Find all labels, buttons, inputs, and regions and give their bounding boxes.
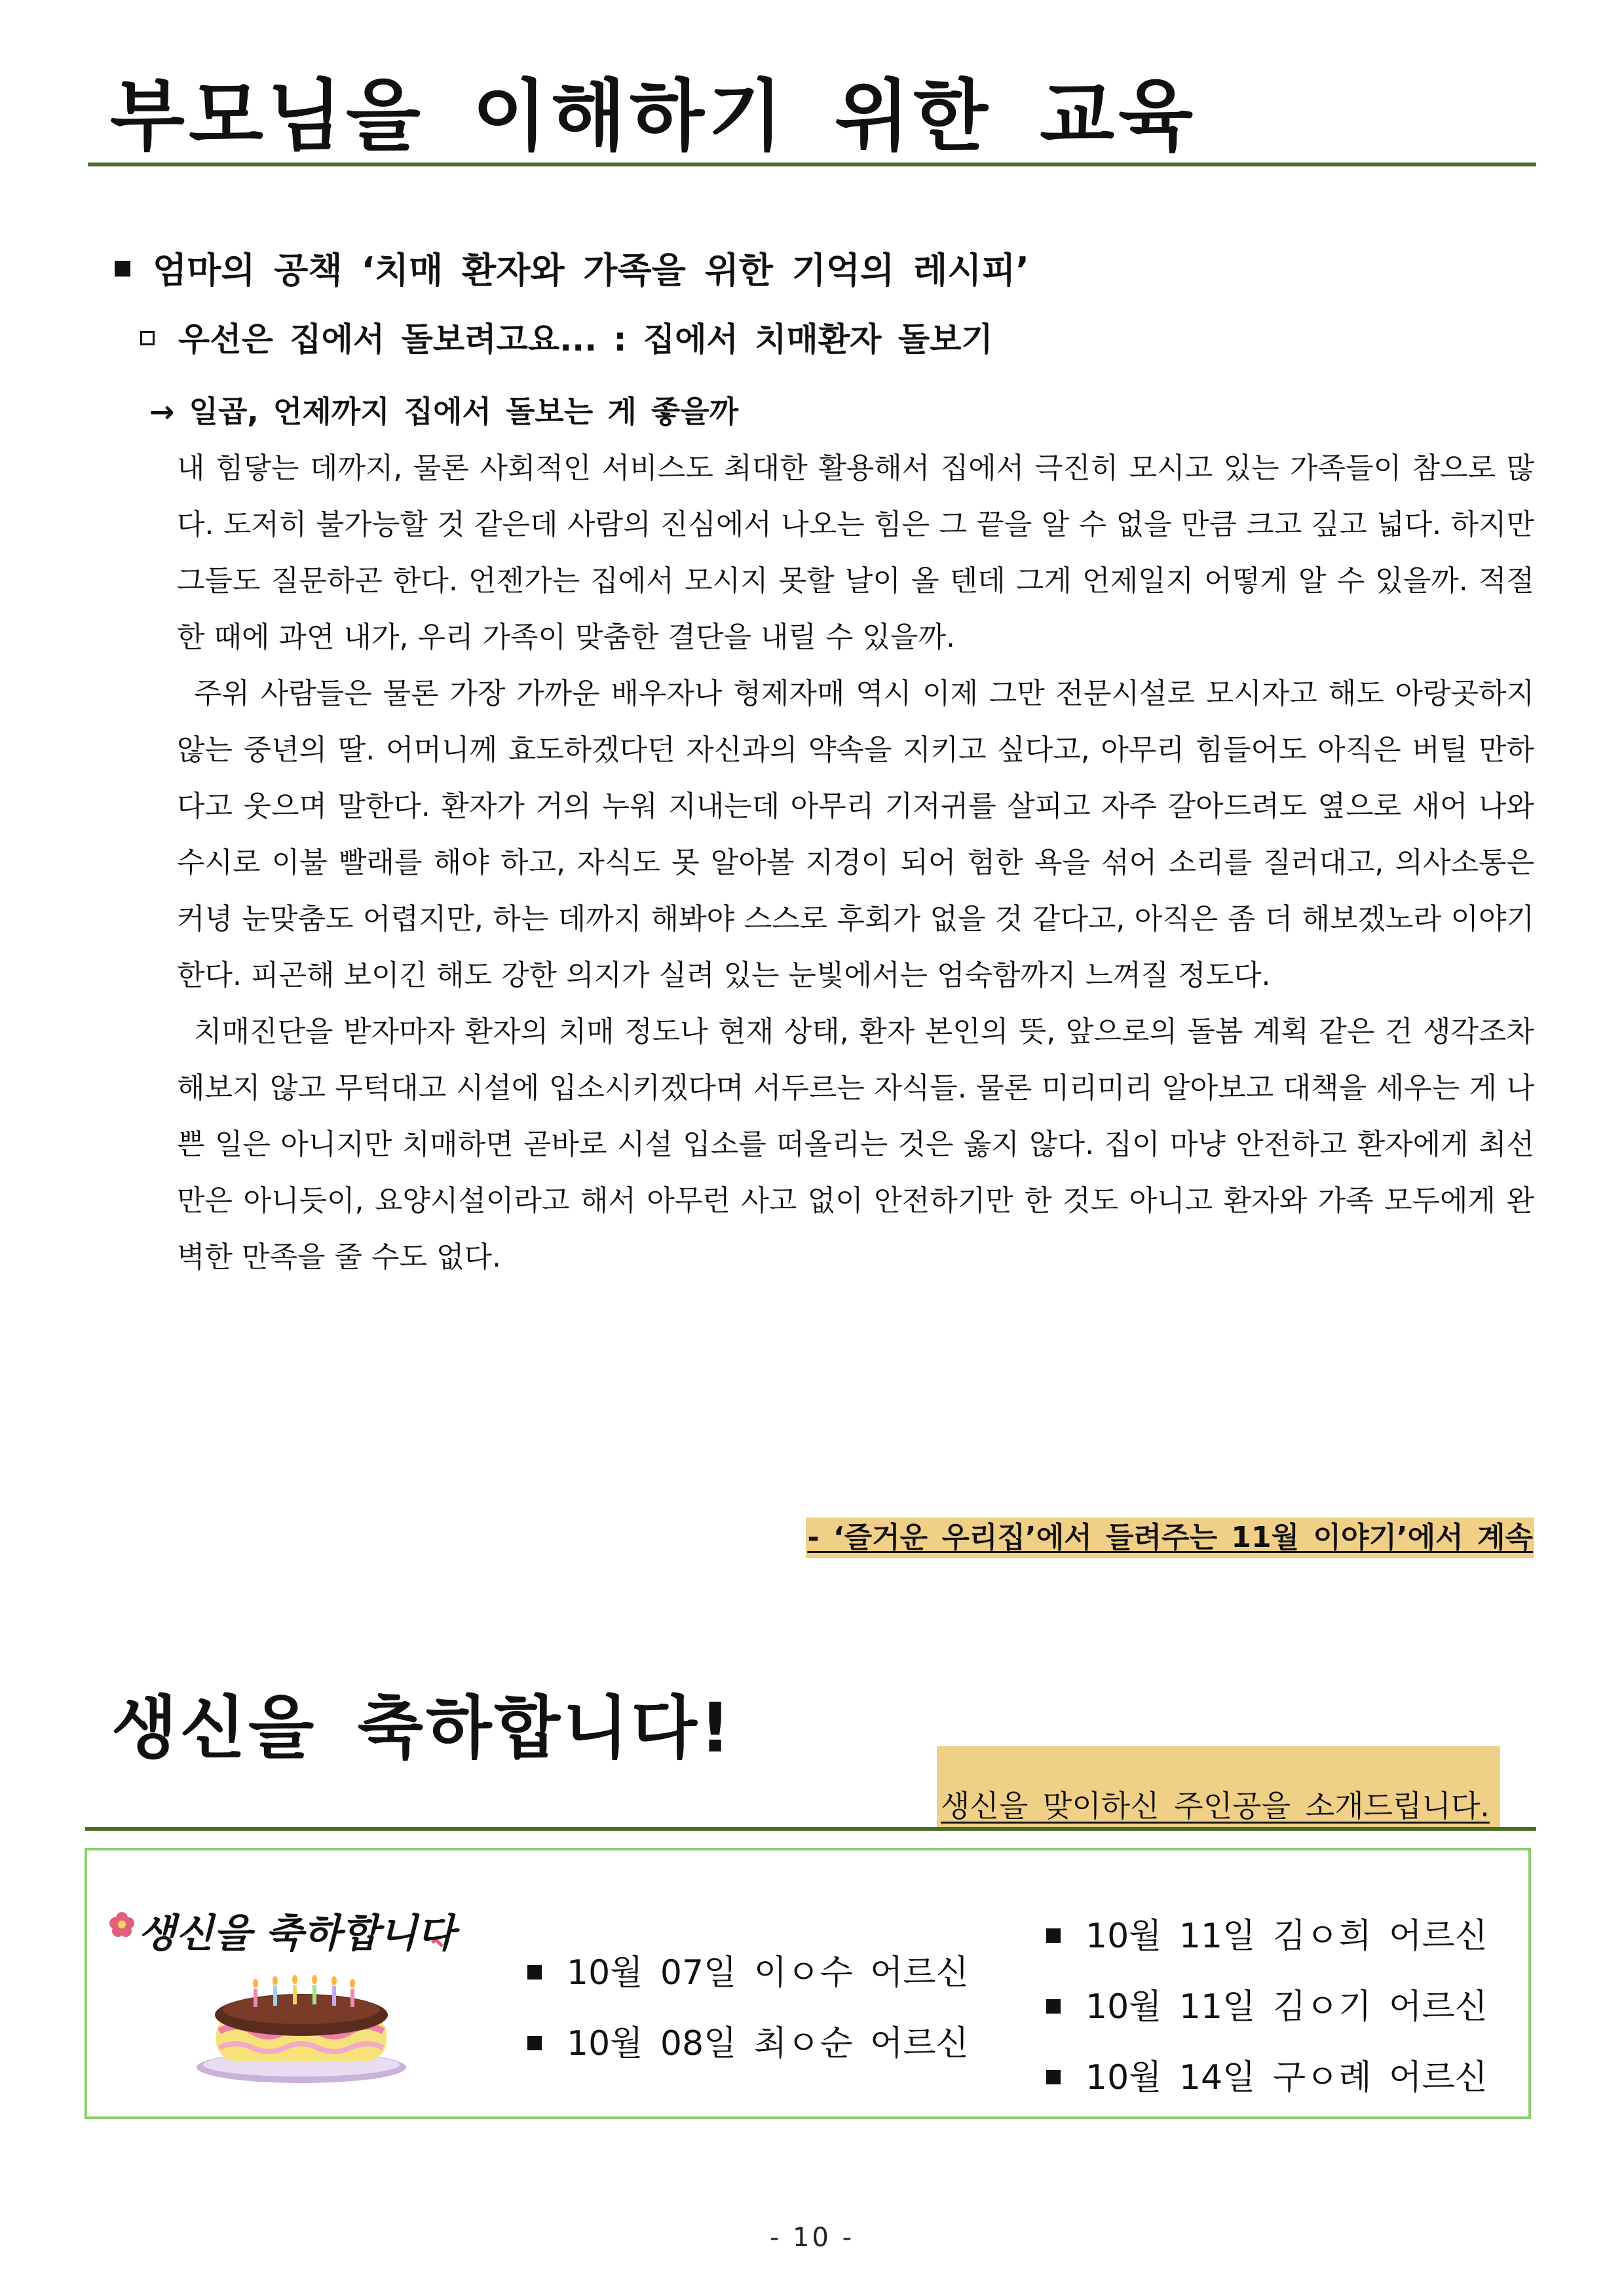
birthday-divider <box>85 1827 1536 1831</box>
section-heading-text: 엄마의 공책 ‘치매 환자와 가족을 위한 기억의 레시피’ <box>153 250 1030 291</box>
birthday-entry: 10월 08일 최ㅇ순 어르신 <box>567 2024 969 2063</box>
birthday-logo <box>105 1890 498 2087</box>
birthday-item <box>1046 1908 1488 1957</box>
birthday-entry: 10월 11일 김ㅇ희 어르신 <box>1086 1917 1488 1956</box>
hollow-square-bullet-icon <box>140 331 155 345</box>
birthday-item <box>527 2016 969 2065</box>
square-bullet-icon <box>1046 1928 1061 1943</box>
title-divider <box>88 163 1536 166</box>
square-bullet-icon <box>527 2036 542 2050</box>
sub-heading <box>140 313 993 360</box>
square-bullet-icon <box>1046 1999 1061 2014</box>
birthday-entry: 10월 07일 이ㅇ수 어르신 <box>567 1953 969 1993</box>
source-note: - ‘즐거운 우리집’에서 들려주는 11월 이야기’에서 계속 <box>806 1518 1534 1558</box>
page-number: - 10 - <box>769 2223 855 2253</box>
logo-lettering: 생신을 축하합니다 <box>138 1911 455 1957</box>
article-body <box>177 440 1534 1286</box>
page-title: 부모님을 이해하기 위한 교육 <box>110 71 1198 161</box>
birthday-item <box>1046 1979 1488 2028</box>
section-heading <box>115 242 1029 293</box>
birthday-item <box>1046 2050 1488 2099</box>
birthday-entry: 10월 14일 구ㅇ례 어르신 <box>1086 2058 1488 2097</box>
birthday-title: 생신을 축하합니다! <box>111 1688 734 1768</box>
birthday-entry: 10월 11일 김ㅇ기 어르신 <box>1086 1987 1488 2027</box>
paragraph: 내 힘닿는 데까지, 물론 사회적인 서비스도 최대한 활용해서 집에서 극진히 모시고 있는 가족들이 참으로 많다. 도저히 불가능할 것 같은데 사람의 진심에서 나오는 힘은 그 끝을 알 수 없을 만큼 크고 깊고 넓다. 하지만 그들도 질문하곤 한다. 언젠가는 집에서 모시지 못할 날이 올 텐데 그게 언제일지 어떻게 알 수 있을까. 적절한 때에 과연 내가, 우리 가족이 맞춤한 결단을 내릴 수 있을까. <box>177 451 1535 654</box>
paragraph: 치매진단을 받자마자 환자의 치매 정도나 현재 상태, 환자 본인의 뜻, 앞으로의 돌봄 계획 같은 건 생각조차 해보지 않고 무턱대고 시설에 입소시키겠다며 서두르는 자식들. 물론 미리미리 알아보고 대책을 세우는 게 나쁜 일은 아니지만 치매하면 곧바로 시설 입소를 떠올리는 것은 옳지 않다. 집이 마냥 안전하고 환자에게 최선만은 아니듯이, 요양시설이라고 해서 아무런 사고 없이 안전하기만 한 것도 아니고 환자와 가족 모두에게 완벽한 만족을 줄 수도 없다. <box>177 1015 1534 1274</box>
paragraph: 주위 사람들은 물론 가장 가까운 배우자나 형제자매 역시 이제 그만 전문시설로 모시자고 해도 아랑곳하지 않는 중년의 딸. 어머니께 효도하겠다던 자신과의 약속을 지키고 싶다고, 아무리 힘들어도 아직은 버틸 만하다고 웃으며 말한다. 환자가 거의 누워 지내는데 아무리 기저귀를 살피고 자주 갈아드려도 옆으로 새어 나와 수시로 이불 빨래를 해야 하고, 자식도 못 알아볼 지경이 되어 험한 욕을 섞어 소리를 질러대고, 의사소통은 커녕 눈맞춤도 어렵지만, 하는 데까지 해봐야 스스로 후회가 없을 것 같다고, 아직은 좀 더 해보겠노라 이야기한다. 피곤해 보이긴 해도 강한 의지가 실려 있는 눈빛에서는 엄숙함까지 느껴질 정도다. <box>177 677 1534 992</box>
sub-heading-text: 우선은 집에서 돌보려고요... : 집에서 치매환자 돌보기 <box>178 320 993 358</box>
square-bullet-icon <box>115 261 130 277</box>
square-bullet-icon <box>1046 2070 1061 2084</box>
arrow-heading: → 일곱, 언제까지 집에서 돌보는 게 좋을까 <box>149 394 739 429</box>
birthday-intro: 생신을 맞이하신 주인공을 소개드립니다. <box>941 1788 1490 1824</box>
square-bullet-icon <box>527 1965 542 1980</box>
birthday-item <box>527 1945 969 1994</box>
cake-icon <box>105 1890 498 2087</box>
